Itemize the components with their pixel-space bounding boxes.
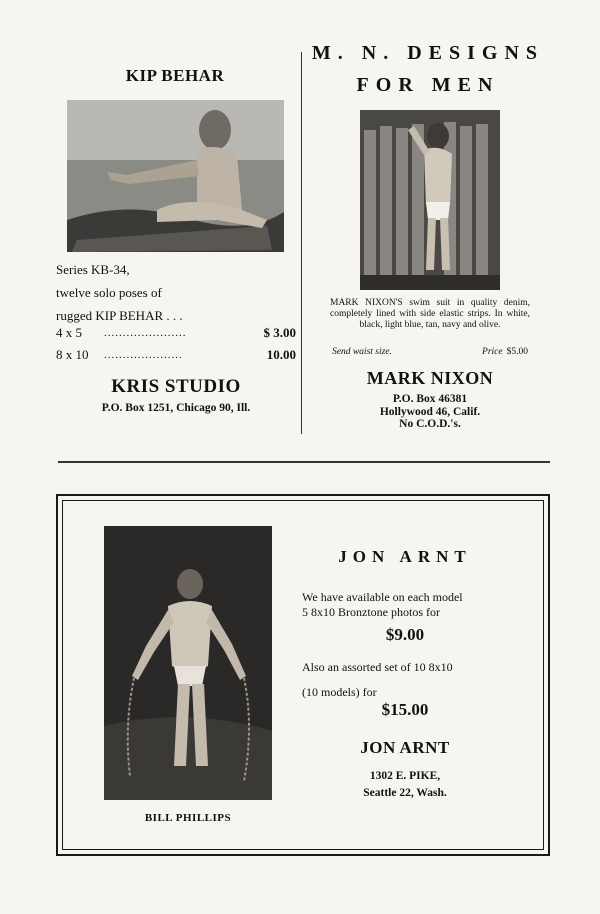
price-row-4x5 xyxy=(56,325,296,342)
waist-note: Send waist size. xyxy=(332,347,392,357)
kip-ad-title: KIP BEHAR xyxy=(125,66,225,85)
mark-nixon-address xyxy=(330,393,530,431)
jon-price-2: $15.00 xyxy=(381,700,429,719)
mark-nixon-name: MARK NIXON xyxy=(366,368,494,388)
price-size: 8 x 10 xyxy=(56,347,89,362)
swimsuit-model-photo xyxy=(360,110,500,290)
jon-text-3: Also an assorted set of 10 8x10 xyxy=(302,660,453,674)
swimsuit-price xyxy=(440,347,528,357)
jon-arnt-address xyxy=(300,768,510,802)
address-line: 1302 E. PIKE, xyxy=(369,770,441,782)
kip-line-2: twelve solo poses of xyxy=(56,285,162,300)
kip-behar-photo xyxy=(67,100,284,252)
price-amount: $ 3.00 xyxy=(263,325,296,340)
address-line: Hollywood 46, Calif. xyxy=(379,405,481,418)
jon-text-1: We have available on each model xyxy=(302,590,463,604)
section-divider xyxy=(58,461,550,463)
price-value: $5.00 xyxy=(506,347,528,357)
price-amount: 10.00 xyxy=(266,347,296,362)
price-dots: ...................... xyxy=(104,327,187,339)
jon-price-1: $9.00 xyxy=(385,625,425,644)
mn-title-line2: FOR MEN xyxy=(356,74,500,96)
photo-caption: BILL PHILLIPS xyxy=(144,812,232,824)
jon-arnt-name: JON ARNT xyxy=(360,738,450,757)
price-size: 4 x 5 xyxy=(56,325,82,340)
address-line: P.O. Box 46381 xyxy=(392,393,468,405)
kris-studio-address: P.O. Box 1251, Chicago 90, Ill. xyxy=(101,402,251,414)
kip-line-1: Series KB-34, xyxy=(56,262,130,277)
jon-arnt-title: JON ARNT xyxy=(338,547,472,566)
kris-studio-name: KRIS STUDIO xyxy=(111,376,241,397)
mn-title-line1: M. N. DESIGNS xyxy=(311,42,545,64)
price-dots: ..................... xyxy=(104,349,183,361)
address-line: No C.O.D.'s. xyxy=(399,418,461,430)
price-row-8x10 xyxy=(56,347,296,364)
jon-text-4: (10 models) for xyxy=(302,685,377,699)
bill-phillips-photo xyxy=(104,526,272,800)
column-divider xyxy=(301,52,302,434)
address-line: Seattle 22, Wash. xyxy=(363,787,447,799)
jon-text-2: 5 8x10 Bronztone photos for xyxy=(302,605,440,619)
kip-line-3: rugged KIP BEHAR . . . xyxy=(56,308,183,323)
swimsuit-description: MARK NIXON'S swim suit in quality denim, completely lined with side elastic strips. In white, black, light blue, tan, navy and olive. xyxy=(330,298,530,330)
price-label: Price xyxy=(482,347,503,357)
